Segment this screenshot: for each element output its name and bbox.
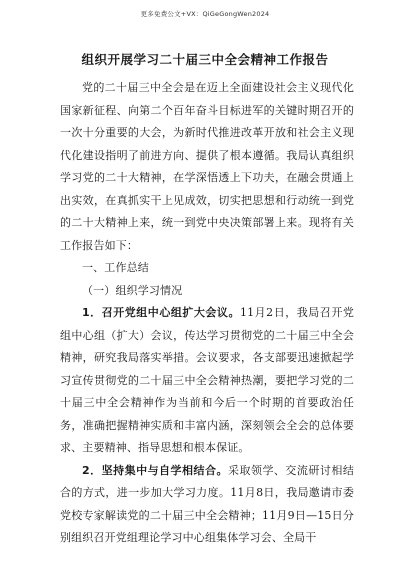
item-1-text: 11月2日，我局召开党组中心组（扩大）会议，传达学习贯彻党的二十届三中全会精神，研究我局落实举措。会议要求，各支部要迅速掀起学习宣传贯彻党的二十届三中全会精神热潮，要把学习党的二十届三中全会精神作为当前和今后一个时期的首要政治任务，准确把握精神实质和丰富内涵，深刻领会全会的总体要求、主要精神、指导思想和根本保证。 (60, 306, 354, 454)
item-1-paragraph (60, 302, 354, 460)
document-title: 组织开展学习二十届三中全会精神工作报告 (81, 52, 329, 67)
intro-paragraph: 党的二十届三中全会是在迈上全面建设社会主义现代化国家新征程、向第二个百年奋斗目标进军的关键时期召开的一次十分重要的大会，为新时代推进改革开放和社会主义现代化建设指明了前进方向、提供了根本遵循。我局认真组织学习党的二十大精神，在学深悟透上下功夫，在融会贯通上出实效，在真抓实干上见成效，切实把思想和行动统一到党的二十大精神上来，统一到党中央决策部署上来。现将有关工作报告如下： (60, 81, 354, 252)
subsection-heading-1: （一）组织学习情况 (82, 283, 183, 297)
item-2-text: 采取领学、交流研讨相结合的方式，进一步加大学习力度。11月8日，我局邀请市委党校专家解读党的二十届三中全会精神；11月9日—15日分别组织召开党组理论学习中心组集体学习会、全局干 (60, 463, 354, 544)
item-2-paragraph (60, 460, 354, 550)
item-2-lead: 2．坚持集中与自学相结合。 (82, 463, 228, 477)
document-body (60, 77, 354, 550)
header-watermark: 更多免费公文+VX：QiGeGongWen2024 (140, 10, 270, 18)
section-heading-1: 一、工作总结 (82, 261, 149, 274)
item-1-lead: 1．召开党组中心组扩大会议。 (82, 306, 240, 319)
